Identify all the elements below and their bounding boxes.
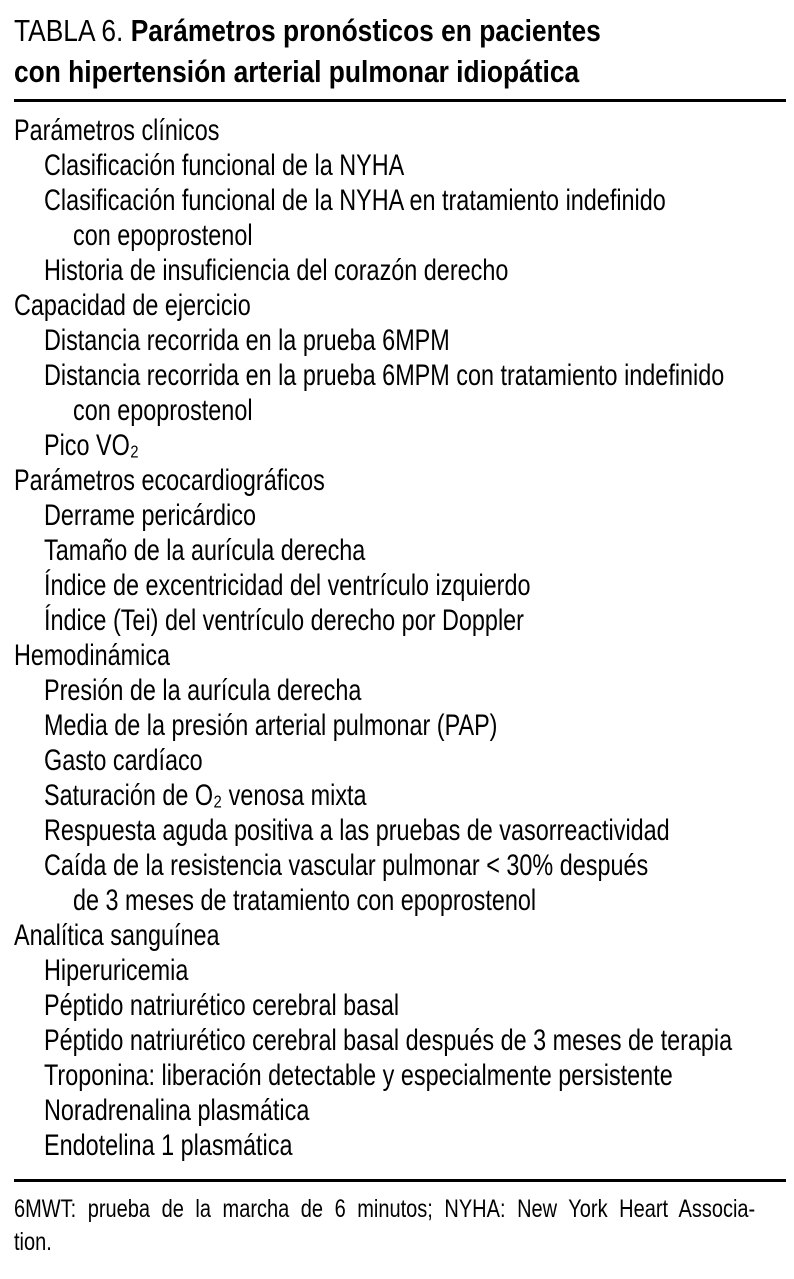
row-text: Historia de insuficiencia del corazón derecho xyxy=(44,254,509,287)
row-text: Derrame pericárdico xyxy=(44,499,256,532)
row-text: Hiperuricemia xyxy=(44,954,189,987)
footnote-line1 xyxy=(14,1193,786,1226)
top-rule xyxy=(14,99,786,102)
parameter-row xyxy=(14,358,786,393)
section-row xyxy=(14,463,786,498)
row-text: Pico VO₂ xyxy=(44,429,139,462)
section-row xyxy=(14,638,786,673)
parameter-continuation-row xyxy=(14,393,786,428)
section-row xyxy=(14,918,786,953)
parameter-row xyxy=(14,1023,786,1058)
bottom-rule xyxy=(14,1179,786,1182)
row-text: Clasificación funcional de la NYHA xyxy=(44,149,405,182)
row-text: Analítica sanguínea xyxy=(14,919,220,952)
parameter-row xyxy=(14,603,786,638)
row-text: Péptido natriurético cerebral basal después de 3 meses de terapia xyxy=(44,1024,733,1057)
parameter-row xyxy=(14,1093,786,1128)
table-title-text2: con hipertensión arterial pulmonar idiopática xyxy=(14,54,580,89)
section-row xyxy=(14,113,786,148)
parameter-row xyxy=(14,848,786,883)
parameter-row xyxy=(14,813,786,848)
footnote-text2: tion. xyxy=(14,1228,52,1256)
parameter-row xyxy=(14,778,786,813)
row-text: Hemodinámica xyxy=(14,639,171,672)
parameter-row xyxy=(14,568,786,603)
parameter-row xyxy=(14,148,786,183)
parameter-row xyxy=(14,428,786,463)
row-text: Índice de excentricidad del ventrículo izquierdo xyxy=(44,569,531,602)
parameter-row xyxy=(14,708,786,743)
row-text: Capacidad de ejercicio xyxy=(14,289,251,322)
parameter-continuation-row xyxy=(14,218,786,253)
row-text: Saturación de O₂ venosa mixta xyxy=(44,779,367,812)
parameter-row xyxy=(14,743,786,778)
parameter-row xyxy=(14,988,786,1023)
row-text: Caída de la resistencia vascular pulmonar < 30% después xyxy=(44,849,649,882)
row-text: con epoprostenol xyxy=(73,394,253,427)
row-text: Troponina: liberación detectable y especialmente persistente xyxy=(44,1059,673,1092)
row-text: Péptido natriurético cerebral basal xyxy=(44,989,400,1022)
parameter-list xyxy=(14,113,786,1163)
parameter-row xyxy=(14,953,786,988)
section-row xyxy=(14,288,786,323)
row-text: Endotelina 1 plasmática xyxy=(44,1129,293,1162)
table-title-line2 xyxy=(14,51,786,92)
footnote-line2 xyxy=(14,1226,786,1259)
table-title-line1 xyxy=(14,10,786,51)
parameter-row xyxy=(14,673,786,708)
parameter-row xyxy=(14,533,786,568)
footnote-text1: 6MWT: prueba de la marcha de 6 minutos; NYHA: New York Heart Associa- xyxy=(14,1195,756,1223)
row-text: con epoprostenol xyxy=(73,219,253,252)
footnote xyxy=(14,1193,786,1259)
row-text: Índice (Tei) del ventrículo derecho por Doppler xyxy=(44,604,524,637)
row-text: Tamaño de la aurícula derecha xyxy=(44,534,366,567)
row-text: Parámetros ecocardiográficos xyxy=(14,464,325,497)
parameter-continuation-row xyxy=(14,883,786,918)
parameter-row xyxy=(14,1058,786,1093)
row-text: de 3 meses de tratamiento con epoprostenol xyxy=(73,884,537,917)
row-text: Noradrenalina plasmática xyxy=(44,1094,310,1127)
table-title xyxy=(14,10,786,92)
parameter-row xyxy=(14,498,786,533)
parameter-row xyxy=(14,253,786,288)
parameter-row xyxy=(14,183,786,218)
row-text: Clasificación funcional de la NYHA en tratamiento indefinido xyxy=(44,184,666,217)
row-text: Respuesta aguda positiva a las pruebas de vasorreactividad xyxy=(44,814,670,847)
parameter-row xyxy=(14,323,786,358)
table-label: TABLA 6. xyxy=(14,13,124,48)
row-text: Parámetros clínicos xyxy=(14,114,220,147)
row-text: Distancia recorrida en la prueba 6MPM xyxy=(44,324,450,357)
parameter-row xyxy=(14,1128,786,1163)
row-text: Distancia recorrida en la prueba 6MPM con tratamiento indefinido xyxy=(44,359,725,392)
row-text: Media de la presión arterial pulmonar (PAP) xyxy=(44,709,498,742)
row-text: Gasto cardíaco xyxy=(44,744,203,777)
row-text: Presión de la aurícula derecha xyxy=(44,674,362,707)
table-title-text1: Parámetros pronósticos en pacientes xyxy=(130,13,601,48)
